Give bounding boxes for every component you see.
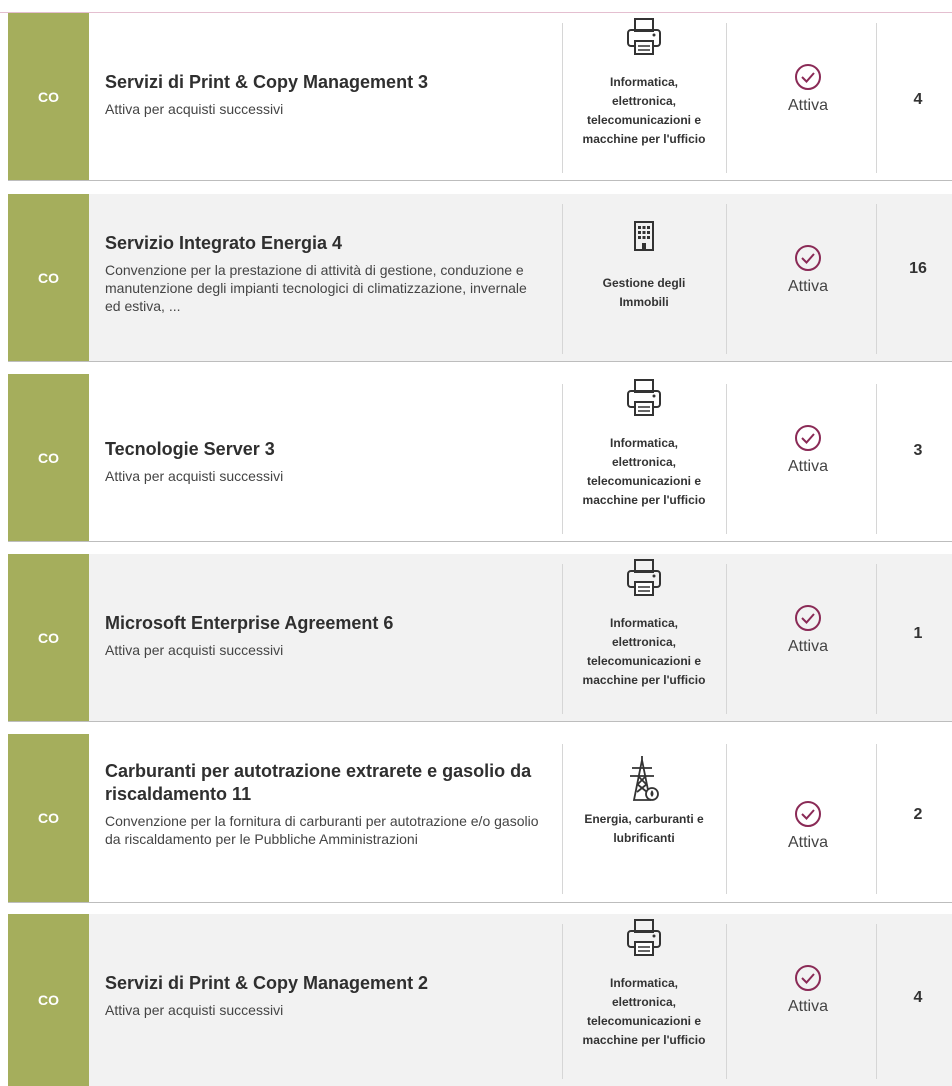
convenzione-description: Convenzione per la prestazione di attività di gestione, conduzione e manutenzione degli impianti tecnologici di climatizzazione, invernale ed estiva, ... [105,262,527,314]
top-border [0,0,952,13]
convenzione-title[interactable]: Servizi di Print & Copy Management 2 [105,973,429,993]
status-label: Attiva [787,834,828,851]
building-icon [629,218,659,254]
check-circle-icon [794,63,822,91]
convenzione-title[interactable]: Carburanti per autotrazione extrarete e gasolio da riscaldamento 11 [105,761,532,804]
category-label: Gestione degli Immobili [602,276,686,309]
category [564,218,724,312]
convenzione-card[interactable] [8,554,952,722]
convenzione-title[interactable]: Servizio Integrato Energia 4 [105,233,343,253]
status [758,424,858,476]
check-circle-icon [794,604,822,632]
status [758,604,858,656]
type-badge: CO [8,914,89,1086]
status-label: Attiva [787,278,828,295]
category-label: Energia, carburanti e lubrificanti [584,812,704,845]
check-circle-icon [794,424,822,452]
category-label: Informatica, elettronica, telecomunicazioni e macchine per l'ufficio [582,976,706,1047]
category [564,918,724,1050]
category-label: Informatica, elettronica, telecomunicazioni e macchine per l'ufficio [582,436,706,507]
status [758,800,858,852]
check-circle-icon [794,800,822,828]
convenzione-description: Attiva per acquisti successivi [105,101,284,117]
convenzione-description: Attiva per acquisti successivi [105,468,284,484]
type-badge: CO [8,194,89,361]
status [758,63,858,115]
convenzione-card[interactable] [8,13,952,181]
convenzione-title[interactable]: Servizi di Print & Copy Management 3 [105,72,429,92]
convenzione-card[interactable] [8,374,952,542]
status-label: Attiva [787,458,828,475]
type-badge: CO [8,554,89,721]
type-badge: CO [8,13,89,180]
type-badge: CO [8,734,89,902]
check-circle-icon [794,244,822,272]
count: 4 [913,989,923,1006]
category-label: Informatica, elettronica, telecomunicazioni e macchine per l'ufficio [582,75,706,146]
status-label: Attiva [787,97,828,114]
type-badge: CO [8,374,89,541]
convenzione-description: Attiva per acquisti successivi [105,1002,284,1018]
power-tower-fuel-icon [626,754,662,804]
category [564,754,724,848]
printer-icon [625,558,663,598]
printer-icon [625,918,663,958]
convenzione-card[interactable] [8,734,952,903]
count: 4 [913,91,923,108]
status-label: Attiva [787,998,828,1015]
convenzione-title[interactable]: Microsoft Enterprise Agreement 6 [105,613,394,633]
category-label: Informatica, elettronica, telecomunicazioni e macchine per l'ufficio [582,616,706,687]
status [758,244,858,296]
count: 16 [909,260,927,277]
convenzione-description: Convenzione per la fornitura di carburanti per autotrazione e/o gasolio da riscaldamento per le Pubbliche Amministrazioni [105,813,539,847]
convenzione-description: Attiva per acquisti successivi [105,642,284,658]
convenzione-card[interactable] [8,194,952,362]
count: 3 [913,442,923,459]
convenzione-card[interactable] [8,914,952,1086]
count: 2 [913,806,923,823]
printer-icon [625,17,663,57]
status-label: Attiva [787,638,828,655]
category [564,17,724,149]
convenzione-title[interactable]: Tecnologie Server 3 [105,439,275,459]
check-circle-icon [794,964,822,992]
count: 1 [913,625,923,642]
status [758,964,858,1016]
category [564,378,724,510]
category [564,558,724,690]
printer-icon [625,378,663,418]
